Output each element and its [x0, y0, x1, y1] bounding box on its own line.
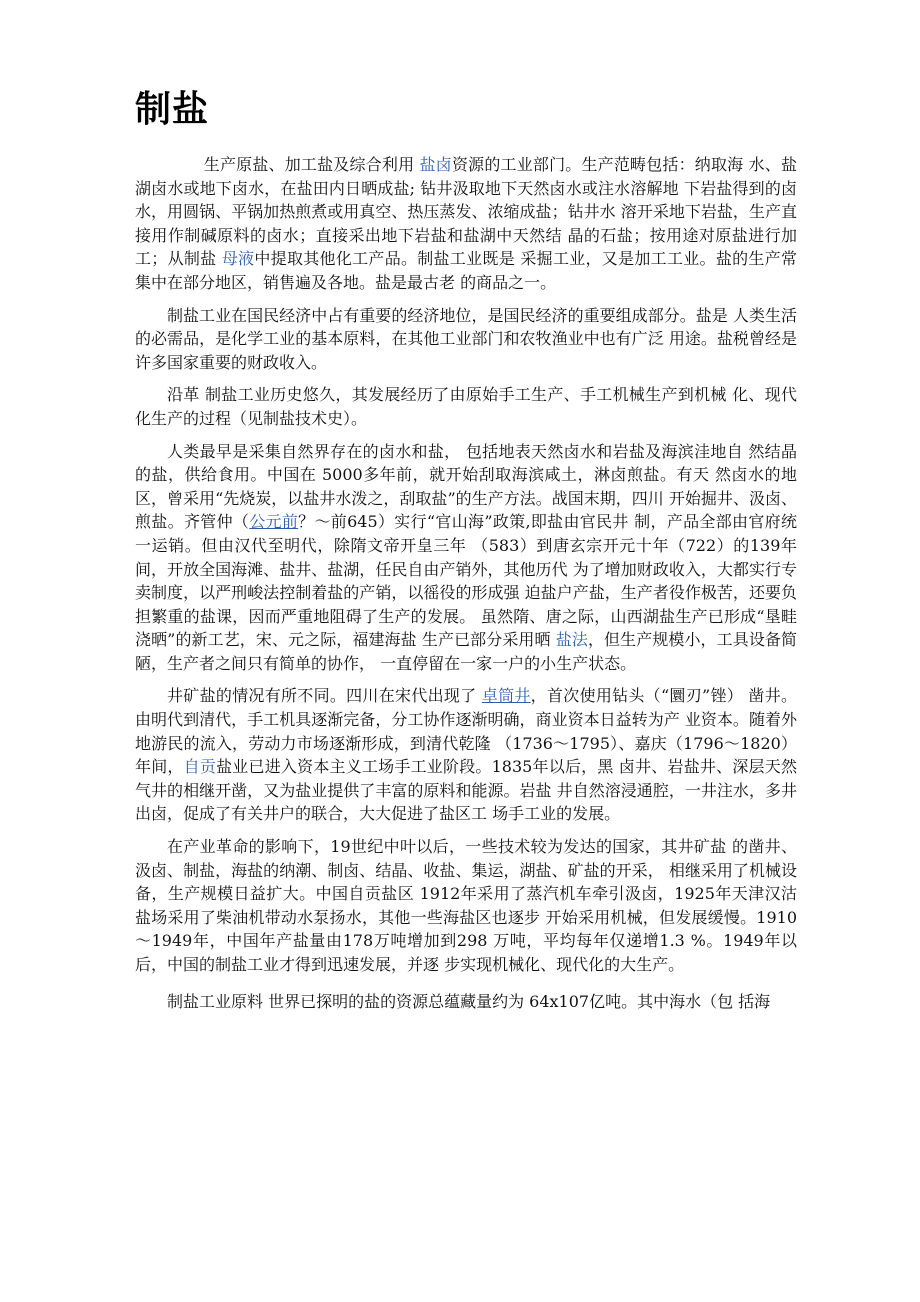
- page-title: 制盐: [135, 89, 210, 130]
- inline-link[interactable]: 母液: [221, 249, 255, 269]
- paragraph: [135, 684, 797, 826]
- paragraph-text: 中提取其他化工产品。制盐工业既是 采掘工业，又是加工工业。盐的生产常集中在部分地区，销售遍及各地。盐是最古老 的商品之一。: [135, 249, 797, 292]
- paragraph-text: 生产原盐、加工盐及综合利用: [203, 155, 420, 174]
- paragraph: [135, 990, 797, 1014]
- paragraph-text: ？～前645）实行“官山海”政策,即盐由官民井 制，产品全部由官府统一运销。但由汉代至明代，除隋文帝开皇三年 （583）到唐玄宗开元十年（722）的139年间，开放全国海滩、盐井、盐湖，任民自由产销外，其他历代 为了增加财政收入，大都实行专卖制度，以严刑峻法控制着盐的产销，以徭役的形成强 迫盐户产盐，生产者役作极苦，还要负担繁重的盐课，因而严重地阻碍了生产的发展。 虽然隋、唐之际，山西湖盐生产已形成“垦畦浇晒”的新工艺，宋、元之际，福建海盐 生产已部分采用晒: [135, 512, 797, 650]
- inline-link[interactable]: 自贡: [183, 757, 217, 777]
- inline-link[interactable]: 盐法: [555, 630, 588, 650]
- paragraph-text: 盐业已进入资本主义工场手工业阶段。1835年以后，黑 卤井、岩盐井、深层天然气井的相继开凿，又为盐业提供了丰富的原料和能源。岩盐 井自然溶浸通腔，一井注水，多井出卤，促成了有关井户的联合，大大促进了盐区工 场手工业的发展。: [135, 757, 797, 824]
- paragraph: [135, 835, 797, 977]
- paragraph-text: ，首次使用钻头（“圜刃”锉） 凿井。由明代到清代，手工机具逐渐完备，分工协作逐渐明确，商业资本日益转为产 业资本。随着外地游民的流入，劳动力市场逐渐形成，到清代乾隆 （1736～1795）、嘉庆（1796～1820）年间，: [135, 686, 797, 777]
- paragraph: [135, 383, 797, 430]
- inline-link[interactable]: 卓筒井: [481, 686, 531, 706]
- paragraph-text: 人类最早是采集自然界存在的卤水和盐， 包括地表天然卤水和岩盐及海滨洼地自 然结晶的盐，供给食用。中国在 5000多年前，就开始刮取海滨咸土，淋卤煎盐。有天 然卤水的地区，曾采用“先烧炭，以盐井水泼之，刮取盐”的生产方法。战国末期，四川 开始掘井、汲卤、煎盐。齐管仲（: [135, 441, 797, 532]
- paragraph: [135, 153, 797, 295]
- article-body: [135, 153, 797, 1022]
- paragraph-text: ，但生产规模小，工具设备简陋，生产者之间只有简单的协作， 一直停留在一家一户的小生产状态。: [135, 630, 797, 673]
- paragraph: [135, 304, 797, 375]
- paragraph-text: 沿革 制盐工业历史悠久，其发展经历了由原始手工生产、手工机械生产到机械 化、现代化生产的过程（见制盐技术史）。: [135, 385, 797, 428]
- paragraph-text: 井矿盐的情况有所不同。四川在宋代出现了: [167, 686, 482, 706]
- paragraph-text: 资源的工业部门。生产范畴包括：纳取海 水、盐湖卤水或地下卤水，在盐田内日晒成盐; 钻井汲取地下天然卤水或注水溶解地 下岩盐得到的卤水，用圆锅、平锅加热煎煮或用真空、热压蒸发、浓缩成盐；钻井水 溶开采地下岩盐，生产直接用作制碱原料的卤水；直接采出地下岩盐和盐湖中天然结 晶的石盐；按用途对原盐进行加工；从制盐: [135, 155, 797, 269]
- paragraph-text: 制盐工业在国民经济中占有重要的经济地位，是国民经济的重要组成部分。盐是 人类生活的必需品，是化学工业的基本原料，在其他工业部门和农牧渔业中也有广泛 用途。盐税曾经是许多国家重要的财政收入。: [135, 305, 797, 372]
- paragraph-text: 在产业革命的影响下，19世纪中叶以后，一些技术较为发达的国家，其井矿盐 的凿井、汲卤、制盐，海盐的纳潮、制卤、结晶、收盐、集运，湖盐、矿盐的开采， 相继采用了机械设备，生产规模日益扩大。中国自贡盐区 1912年采用了蒸汽机车牵引汲卤，1925年天津汉沽盐场采用了柴油机带动水泵扬水，其他一些海盐区也逐步 开始采用机械，但发展缓慢。1910～1949年，中国年产盐量由178万吨增加到298 万吨，平均每年仅递增1.3 %。1949年以后，中国的制盐工业才得到迅速发展，并逐 步实现机械化、现代化的大生产。: [135, 837, 797, 974]
- inline-link[interactable]: 公元前: [249, 512, 299, 532]
- paragraph: [135, 440, 797, 676]
- inline-link[interactable]: 盐卤: [419, 155, 452, 174]
- paragraph-text: 制盐工业原料 世界已探明的盐的资源总蕴藏量约为 64x107亿吨。其中海水（包 括海: [167, 991, 771, 1011]
